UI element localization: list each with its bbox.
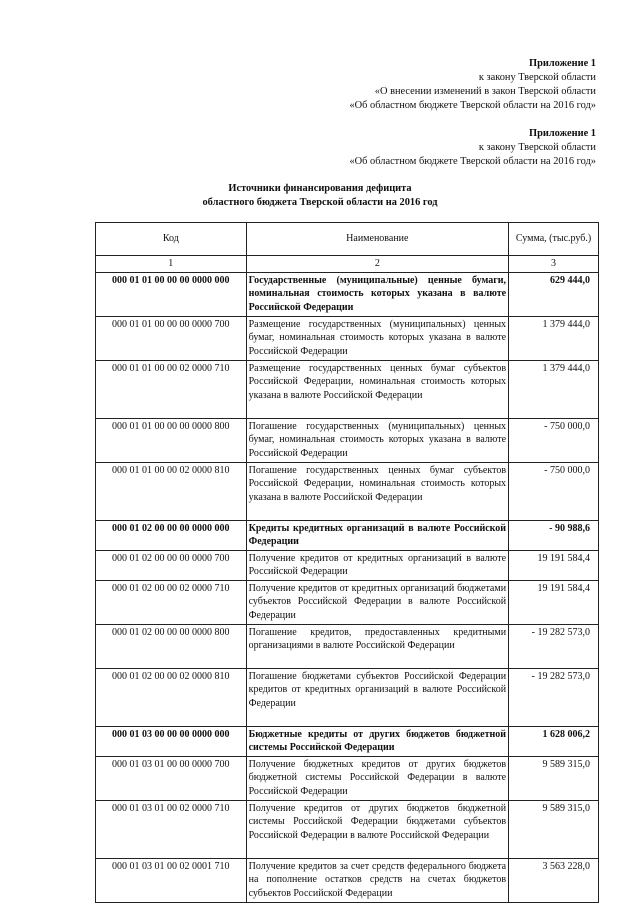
row-code: 000 01 01 00 00 02 0000 810 xyxy=(96,462,247,520)
appendix-header-budget-law xyxy=(349,127,596,169)
row-code: 000 01 01 00 00 00 0000 000 xyxy=(96,272,247,316)
row-sum: 1 379 444,0 xyxy=(509,316,599,360)
table-row xyxy=(96,316,599,360)
financing-sources-table xyxy=(95,222,599,903)
table-row xyxy=(96,580,599,624)
header-sum: Сумма, (тыс.руб.) xyxy=(509,223,599,256)
table-row xyxy=(96,462,599,520)
row-sum: - 19 282 573,0 xyxy=(509,624,599,668)
appendix-line: «Об областном бюджете Тверской области на 2016 год» xyxy=(349,156,596,167)
row-name: Погашение кредитов, предоставленных кредитными организациями в валюте Российской Федерации xyxy=(246,624,508,668)
title-line: Источники финансирования дефицита xyxy=(228,183,412,194)
row-name: Размещение государственных ценных бумаг субъектов Российской Федерации, номинальная стоимость которых указана в валюте Российской Федерации xyxy=(246,360,508,418)
table-row xyxy=(96,418,599,462)
table-row xyxy=(96,550,599,580)
row-name: Кредиты кредитных организаций в валюте Российской Федерации xyxy=(246,520,508,550)
row-sum: 629 444,0 xyxy=(509,272,599,316)
col-number: 3 xyxy=(509,256,599,273)
row-sum: 19 191 584,4 xyxy=(509,550,599,580)
row-code: 000 01 01 00 00 00 0000 800 xyxy=(96,418,247,462)
row-code: 000 01 01 00 00 00 0000 700 xyxy=(96,316,247,360)
appendix-label: Приложение 1 xyxy=(528,58,596,69)
col-number: 2 xyxy=(246,256,508,273)
row-sum: 19 191 584,4 xyxy=(509,580,599,624)
appendix-label: Приложение 1 xyxy=(528,128,596,139)
row-name: Получение кредитов от других бюджетов бюджетной системы Российской Федерации бюджетами субъектов Российской Федерации в валюте Российской Федерации xyxy=(246,800,508,858)
row-sum: 1 628 006,2 xyxy=(509,726,599,756)
table-row xyxy=(96,668,599,726)
row-name: Получение кредитов от кредитных организаций бюджетами субъектов Российской Федерации в валюте Российской Федерации xyxy=(246,580,508,624)
row-code: 000 01 03 01 00 02 0001 710 xyxy=(96,858,247,902)
row-name: Получение кредитов за счет средств федерального бюджета на пополнение остатков средств на счетах бюджетов субъектов Российской Федерации xyxy=(246,858,508,902)
appendix-line: к закону Тверской области xyxy=(478,142,596,153)
appendix-line: «Об областном бюджете Тверской области на 2016 год» xyxy=(349,100,596,111)
row-name: Размещение государственных (муниципальных) ценных бумаг, номинальная стоимость которых указана в валюте Российской Федерации xyxy=(246,316,508,360)
header-code: Код xyxy=(96,223,247,256)
row-code: 000 01 02 00 00 00 0000 700 xyxy=(96,550,247,580)
row-sum: - 90 988,6 xyxy=(509,520,599,550)
row-name: Погашение государственных (муниципальных) ценных бумаг, номинальная стоимость которых указана в валюте Российской Федерации xyxy=(246,418,508,462)
row-code: 000 01 02 00 00 02 0000 710 xyxy=(96,580,247,624)
table-row xyxy=(96,800,599,858)
row-name: Погашение бюджетами субъектов Российской Федерации кредитов от кредитных организаций в валюте Российской Федерации xyxy=(246,668,508,726)
table-row xyxy=(96,272,599,316)
row-code: 000 01 01 00 00 02 0000 710 xyxy=(96,360,247,418)
table-row xyxy=(96,756,599,800)
table-row xyxy=(96,624,599,668)
row-name: Бюджетные кредиты от других бюджетов бюджетной системы Российской Федерации xyxy=(246,726,508,756)
row-code: 000 01 03 00 00 00 0000 000 xyxy=(96,726,247,756)
row-sum: 3 563 228,0 xyxy=(509,858,599,902)
document-title xyxy=(0,182,640,210)
row-sum: - 750 000,0 xyxy=(509,462,599,520)
row-code: 000 01 03 01 00 02 0000 710 xyxy=(96,800,247,858)
col-number: 1 xyxy=(96,256,247,273)
table-row xyxy=(96,360,599,418)
appendix-header-amending-law xyxy=(349,57,596,113)
appendix-line: к закону Тверской области xyxy=(478,72,596,83)
row-sum: - 750 000,0 xyxy=(509,418,599,462)
row-sum: 1 379 444,0 xyxy=(509,360,599,418)
row-sum: 9 589 315,0 xyxy=(509,800,599,858)
table-header-row xyxy=(96,223,599,256)
appendix-line: «О внесении изменений в закон Тверской области xyxy=(374,86,596,97)
title-line: областного бюджета Тверской области на 2016 год xyxy=(202,197,438,208)
row-sum: - 19 282 573,0 xyxy=(509,668,599,726)
table-row xyxy=(96,520,599,550)
row-code: 000 01 03 01 00 00 0000 700 xyxy=(96,756,247,800)
row-sum: 9 589 315,0 xyxy=(509,756,599,800)
table-row xyxy=(96,858,599,902)
row-name: Погашение государственных ценных бумаг субъектов Российской Федерации, номинальная стоимость которых указана в валюте Российской Федерации xyxy=(246,462,508,520)
column-number-row xyxy=(96,256,599,273)
row-code: 000 01 02 00 00 00 0000 000 xyxy=(96,520,247,550)
header-name: Наименование xyxy=(246,223,508,256)
row-name: Получение кредитов от кредитных организаций в валюте Российской Федерации xyxy=(246,550,508,580)
table-row xyxy=(96,726,599,756)
row-code: 000 01 02 00 00 00 0000 800 xyxy=(96,624,247,668)
row-name: Государственные (муниципальные) ценные бумаги, номинальная стоимость которых указана в валюте Российской Федерации xyxy=(246,272,508,316)
row-code: 000 01 02 00 00 02 0000 810 xyxy=(96,668,247,726)
row-name: Получение бюджетных кредитов от других бюджетов бюджетной системы Российской Федерации в валюте Российской Федерации xyxy=(246,756,508,800)
